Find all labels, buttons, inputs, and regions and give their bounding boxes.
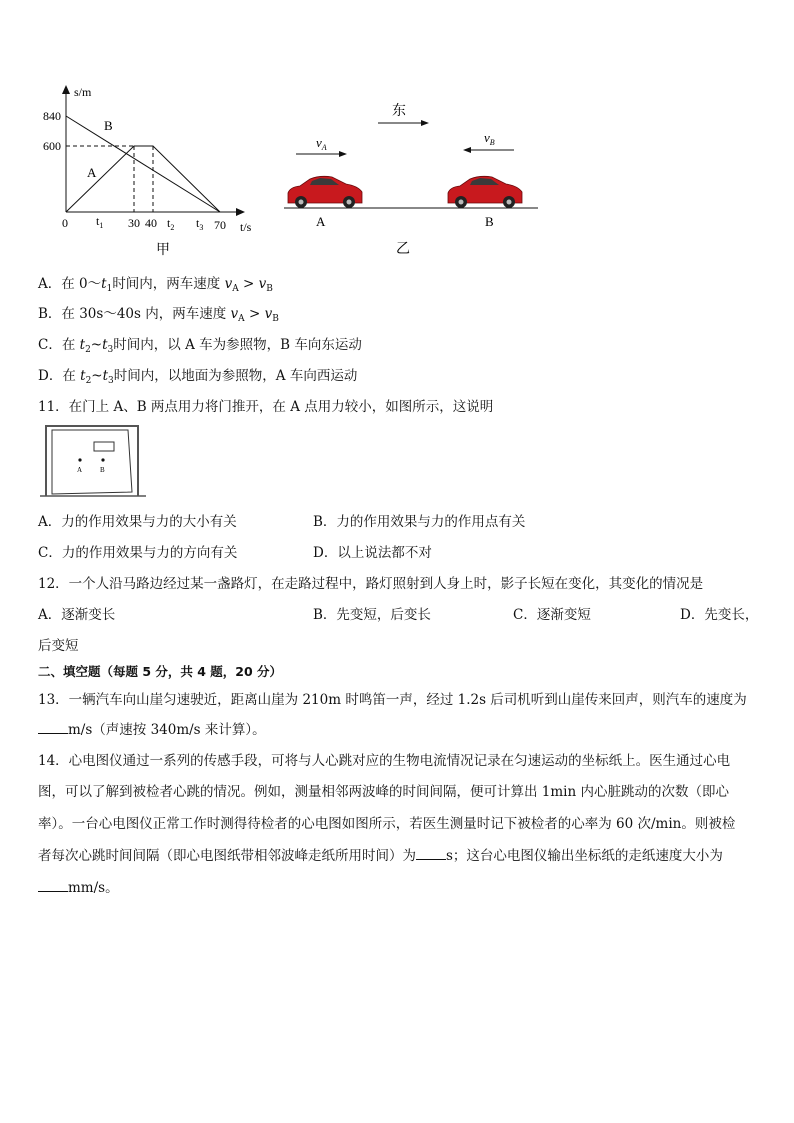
door-figure bbox=[38, 422, 150, 500]
q11-option-c: C．力的作用效果与力的方向有关 bbox=[38, 545, 238, 561]
q13-answer-blank[interactable] bbox=[38, 721, 68, 734]
q10-option-a: A．在 $0\sim t_1$时间内，两车速度 $v_A > v_B$ bbox=[38, 276, 273, 294]
q12-stem: 12．一个人沿马路边经过某一盏路灯，在走路过程中，路灯照射到人身上时，影子长短在变化，其变化的情况是 bbox=[38, 576, 704, 592]
q12-option-c: C．逐渐变短 bbox=[513, 607, 591, 623]
cars-figure bbox=[276, 95, 546, 265]
q14-line2: 图，可以了解到被检者心跳的情况。例如，测量相邻两波峰的时间间隔，便可计算出 1min 内心脏跳动的次数（即心 bbox=[38, 784, 729, 800]
direction-east-label: 东 bbox=[392, 104, 406, 119]
x-tick-0: 0 bbox=[62, 216, 68, 230]
x-axis-label: t/s bbox=[240, 220, 252, 234]
east-arrow-head bbox=[421, 120, 429, 126]
line-b-label: B bbox=[104, 118, 113, 133]
vb-label: $v_B$ bbox=[484, 130, 495, 147]
car-a bbox=[288, 176, 362, 208]
x-tick-70: 70 bbox=[214, 218, 226, 232]
y-tick-600: 600 bbox=[43, 139, 61, 153]
q11-option-b: B．力的作用效果与力的作用点有关 bbox=[313, 514, 526, 530]
q13-line2: m/s（声速按 340m/s 来计算）。 bbox=[38, 718, 266, 738]
q14-line5: mm/s。 bbox=[38, 876, 119, 896]
q12-option-d: D．先变长， bbox=[680, 607, 759, 623]
y-axis-label: s/m bbox=[74, 85, 92, 99]
x-tick-30: 30 bbox=[128, 216, 140, 230]
line-a-label: A bbox=[87, 165, 97, 180]
x-tick-t3: $t_3$ bbox=[196, 216, 204, 232]
q10-option-d: D．在 $t_2\sim t_3$时间内，以地面为参照物，A 车向西运动 bbox=[38, 368, 358, 386]
q13-line1: 13．一辆汽车向山崖匀速驶近，距离山崖为 210m 时鸣笛一声，经过 1.2s 后司机听到山崖传来回声，则汽车的速度为 bbox=[38, 692, 747, 708]
va-label: $v_A$ bbox=[316, 135, 327, 152]
q10-option-b: B．在 30s～40s 内，两车速度 $v_A > v_B$ bbox=[38, 306, 279, 324]
line-b bbox=[66, 116, 220, 212]
q10-option-c: C．在 $t_2\sim t_3$时间内，以 A 车为参照物，B 车向东运动 bbox=[38, 337, 362, 355]
door-point-b: B bbox=[100, 466, 105, 474]
q12-option-d-cont: 后变短 bbox=[38, 638, 79, 654]
x-tick-40: 40 bbox=[145, 216, 157, 230]
figure-jia-caption: 甲 bbox=[156, 243, 170, 258]
q14-line1: 14．心电图仪通过一系列的传感手段，可将与人心跳对应的生物电流情况记录在匀速运动的坐标纸上。医生通过心电 bbox=[38, 753, 731, 769]
q11-stem: 11．在门上 A、B 两点用力将门推开，在 A 点用力较小，如图所示，这说明 bbox=[38, 399, 494, 415]
y-axis-arrow bbox=[62, 85, 70, 94]
x-tick-t1: $t_1$ bbox=[96, 214, 104, 230]
va-arrow-head bbox=[339, 151, 347, 157]
q14-line3: 率）。一台心电图仪正常工作时测得待检者的心电图如图所示，若医生测量时记下被检者的心率为 60 次/min。则被检 bbox=[38, 816, 736, 832]
x-tick-t2: $t_2$ bbox=[167, 216, 175, 232]
q11-option-a: A．力的作用效果与力的大小有关 bbox=[38, 514, 237, 530]
x-axis-arrow bbox=[236, 208, 245, 216]
vb-arrow-head bbox=[463, 147, 471, 153]
door-point-a: A bbox=[77, 466, 83, 474]
q14-answer-blank-1[interactable] bbox=[416, 847, 446, 860]
q14-line4: 者每次心跳时间间隔（即心电图纸带相邻波峰走纸所用时间）为 s；这台心电图仪输出坐标纸的走纸速度大小为 bbox=[38, 848, 723, 864]
section-2-title: 二、填空题（每题 5 分，共 4 题，20 分） bbox=[38, 664, 283, 679]
q11-option-d: D．以上说法都不对 bbox=[313, 545, 432, 561]
y-tick-840: 840 bbox=[43, 109, 61, 123]
q12-option-a: A．逐渐变长 bbox=[38, 607, 116, 623]
st-graph-figure bbox=[40, 82, 270, 262]
car-b-label: B bbox=[485, 214, 494, 229]
car-a-label: A bbox=[316, 214, 326, 229]
car-b bbox=[448, 176, 522, 208]
figure-yi-caption: 乙 bbox=[396, 242, 410, 257]
q12-option-b: B．先变短，后变长 bbox=[313, 607, 431, 623]
q14-answer-blank-2[interactable] bbox=[38, 879, 68, 892]
